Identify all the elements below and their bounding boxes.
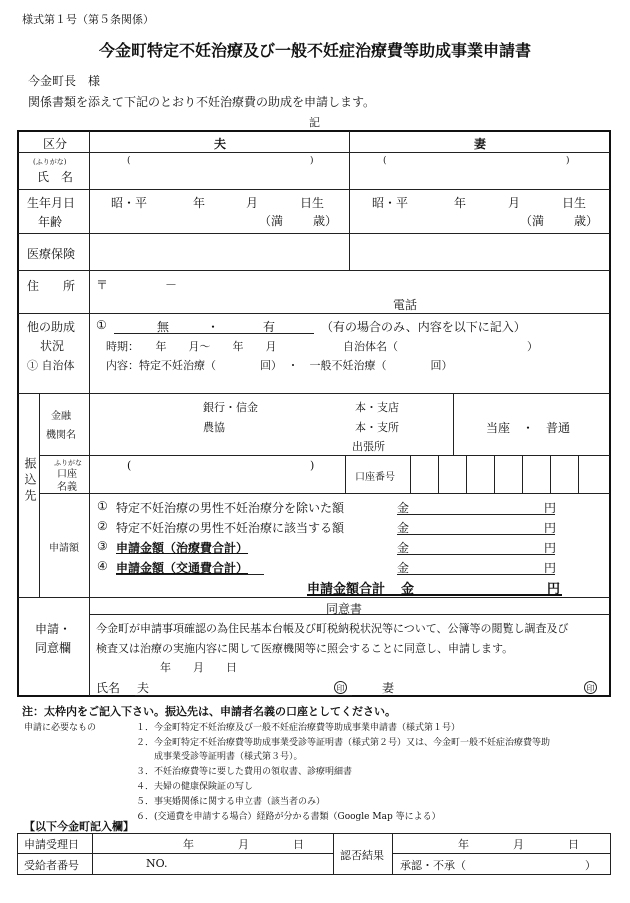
- other-yes-option[interactable]: 有: [263, 320, 276, 334]
- husband-name-field[interactable]: [92, 168, 346, 186]
- account-holder-field[interactable]: [92, 474, 342, 491]
- consent-label: 申請・: [35, 622, 72, 636]
- amount-label: 申請額: [49, 543, 79, 554]
- branch-option-1[interactable]: 本・支店: [355, 401, 399, 414]
- branch-option-3[interactable]: 出張所: [352, 440, 385, 453]
- sign-wife-label: 妻: [382, 681, 395, 695]
- account-number-label: 口座番号: [355, 472, 395, 483]
- recipient-number-label: 受給者番号: [24, 859, 79, 872]
- bank-label-2: 機関名: [46, 430, 76, 441]
- insurance-label: 医療保険: [27, 247, 76, 261]
- amount-2-field[interactable]: [412, 518, 540, 534]
- amount-item-3-num: ③: [97, 539, 108, 553]
- municipality-label: ① 自治体: [27, 359, 75, 372]
- holder-furigana-label: ふりがな: [54, 459, 82, 467]
- consent-title: 同意書: [326, 602, 363, 616]
- yen-suffix-3: 円: [544, 541, 557, 555]
- other-period[interactable]: 時期： 年 月～ 年 月: [106, 340, 277, 353]
- branch-option-2[interactable]: 本・支所: [355, 421, 399, 434]
- wife-seal: 印: [584, 681, 597, 694]
- page-title: 今金町特定不妊治療及び一般不妊症治療費等助成事業申請書: [98, 41, 531, 60]
- wife-birth-month[interactable]: 月: [508, 196, 521, 210]
- approval-status[interactable]: 承認・不承（: [400, 859, 466, 872]
- age-label: 年齢: [38, 215, 63, 229]
- postal-mark: 〒: [96, 278, 109, 292]
- intro-text: 関係書類を添えて下記のとおり不妊治療費の助成を申請します。: [28, 95, 376, 109]
- ki-label: 記: [309, 116, 320, 129]
- yen-suffix-1: 円: [544, 501, 557, 515]
- required-label: 申請に必要なもの: [24, 723, 97, 733]
- husband-birth-month[interactable]: 月: [246, 196, 259, 210]
- required-item: ２．今金町特定不妊治療費等助成事業受診等証明書（様式第２号）又は、今金町一般不妊症治療費等助: [136, 738, 551, 748]
- account-type[interactable]: 当座 ・ 普通: [486, 421, 571, 435]
- amount-item-2-text: 特定不妊治療の男性不妊治療に該当する額: [116, 521, 345, 535]
- husband-birth-year[interactable]: 年: [193, 196, 206, 210]
- sign-husband-label: 夫: [137, 681, 150, 695]
- col-husband: 夫: [214, 137, 227, 151]
- amount-item-3-text: 申請金額（治療費合計）: [116, 541, 249, 555]
- other-dot: ・: [207, 320, 220, 334]
- transfer-label: 振込先: [23, 457, 37, 505]
- other-subsidy-label: 他の助成: [27, 320, 76, 334]
- wife-birth-year[interactable]: 年: [454, 196, 467, 210]
- total-yen-prefix: 金: [401, 582, 415, 597]
- consent-text-1: 今金町が申請事項確認の為住民基本台帳及び町税納税状況等について、公簿等の閲覧し調査及び: [96, 622, 569, 635]
- husband-furigana-open: (: [127, 156, 131, 166]
- name-label: 氏 名: [37, 170, 74, 184]
- other-none-option[interactable]: 無: [157, 320, 170, 334]
- yen-suffix-4: 円: [544, 561, 557, 575]
- phone-label: 電話: [393, 298, 418, 312]
- bank-option-ja[interactable]: 農協: [203, 421, 225, 434]
- wife-age-close[interactable]: 歳）: [574, 214, 599, 228]
- office-header: 【以下今金町記入欄】: [24, 820, 134, 833]
- consent-date[interactable]: 年 月 日: [160, 661, 237, 674]
- husband-insurance-field[interactable]: [92, 236, 346, 267]
- holder-paren-open: (: [127, 459, 132, 472]
- amount-item-1-text: 特定不妊治療の男性不妊治療分を除いた額: [116, 501, 345, 515]
- required-item: ３．不妊治療費等に要した費用の領収書、診療明細書: [136, 767, 353, 777]
- address-field[interactable]: [110, 274, 606, 310]
- col-wife: 妻: [474, 137, 487, 151]
- amount-item-4-text: 申請金額（交通費合計）: [116, 561, 249, 575]
- yen-prefix-1: 金: [397, 501, 410, 515]
- postal-dash: －: [165, 278, 178, 292]
- other-municipality[interactable]: 自治体名（: [343, 340, 398, 353]
- husband-furigana-close: ): [310, 156, 314, 166]
- other-circle-num: ①: [96, 318, 107, 332]
- result-date[interactable]: 年 月 日: [458, 838, 579, 851]
- approval-close: ）: [585, 859, 596, 872]
- addressee: 今金町長 様: [28, 74, 101, 88]
- amount-item-2-num: ②: [97, 519, 108, 533]
- received-date-label: 申請受理日: [24, 838, 79, 851]
- husband-birth-day[interactable]: 日生: [300, 196, 325, 210]
- required-item: ４．夫婦の健康保険証の写し: [136, 782, 254, 792]
- amount-1-field[interactable]: [412, 498, 540, 514]
- husband-age-close[interactable]: 歳）: [313, 214, 338, 228]
- wife-furigana-open: (: [383, 156, 387, 166]
- wife-furigana-close: ): [566, 156, 570, 166]
- required-item: １．今金町特定不妊治療及び一般不妊症治療費等助成事業申請書（様式第１号）: [136, 723, 461, 733]
- husband-seal: 印: [334, 681, 347, 694]
- holder-label: 口座: [57, 469, 77, 480]
- husband-signature-field[interactable]: [150, 678, 330, 694]
- other-content[interactable]: 内容：特定不妊治療（ 回） ・ 一般不妊治療（ 回）: [106, 359, 453, 372]
- received-date-value[interactable]: 年 月 日: [183, 838, 304, 851]
- bank-label: 金融: [51, 411, 71, 422]
- total-amount-field[interactable]: [418, 578, 542, 594]
- wife-insurance-field[interactable]: [352, 236, 606, 267]
- wife-signature-field[interactable]: [397, 678, 577, 694]
- husband-birth-era[interactable]: 昭・平: [111, 196, 148, 210]
- holder-label-2: 名義: [57, 482, 77, 493]
- required-item: 成事業受診等証明書（様式第３号）。: [136, 752, 303, 762]
- wife-age-open: （満: [520, 214, 545, 228]
- amount-item-1-num: ①: [97, 499, 108, 513]
- consent-text-2: 検査又は治療の実施内容に関して医療機関等に照会することに同意し、申請します。: [96, 642, 514, 655]
- wife-name-field[interactable]: [352, 168, 606, 186]
- required-item: ５．事実婚関係に関する申立書（該当者のみ）: [136, 797, 326, 807]
- other-status-label: 状況: [40, 339, 65, 353]
- holder-paren-close: ): [310, 459, 315, 472]
- recipient-number-no[interactable]: NO.: [146, 857, 168, 870]
- furigana-label: (ふりがな): [33, 158, 67, 166]
- bank-option-bank[interactable]: 銀行・信金: [203, 401, 258, 414]
- husband-age-open: （満: [259, 214, 284, 228]
- other-note: （有の場合のみ、内容を以下に記入）: [321, 320, 526, 334]
- amount-4-field[interactable]: [412, 558, 540, 574]
- sign-name-label: 氏名: [96, 681, 121, 695]
- yen-prefix-4: 金: [397, 561, 410, 575]
- amount-3-field[interactable]: [412, 538, 540, 554]
- total-label: 申請金額合計: [307, 582, 386, 597]
- col-category: 区分: [43, 137, 68, 151]
- yen-suffix-2: 円: [544, 521, 557, 535]
- other-municipality-close: ）: [527, 340, 538, 353]
- required-item: ６．(交通費を申請する場合）経路が分かる書類（Google Map 等による）: [136, 812, 441, 822]
- amount-item-4-num: ④: [97, 559, 108, 573]
- note-bold: 注：太枠内をご記入下さい。振込先は、申請者名義の口座としてください。: [22, 705, 396, 718]
- address-label: 住 所: [27, 279, 76, 293]
- form-number: 様式第１号（第５条関係）: [22, 13, 154, 26]
- consent-label-2: 同意欄: [35, 641, 72, 655]
- wife-birth-era[interactable]: 昭・平: [372, 196, 409, 210]
- yen-prefix-3: 金: [397, 541, 410, 555]
- birth-label: 生年月日: [27, 196, 76, 210]
- wife-birth-day[interactable]: 日生: [562, 196, 587, 210]
- total-yen-suffix: 円: [547, 582, 561, 597]
- result-label: 認否結果: [340, 849, 384, 862]
- yen-prefix-2: 金: [397, 521, 410, 535]
